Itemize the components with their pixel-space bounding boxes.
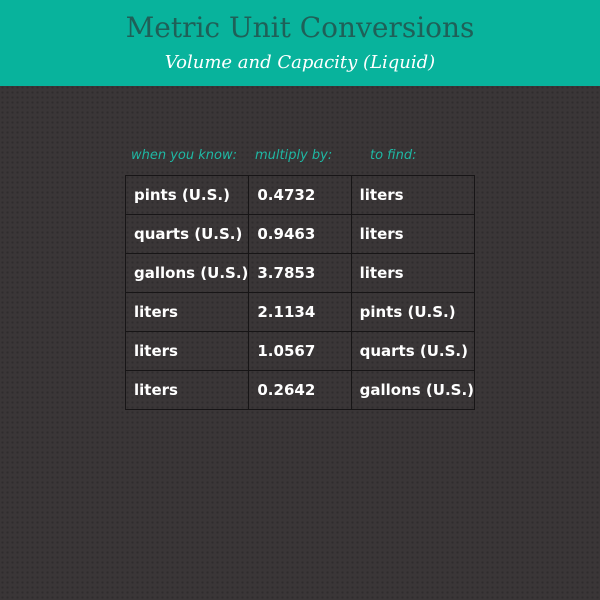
table-row [126,176,475,215]
factor-cell: 0.2642 [249,371,351,410]
to-unit-cell: quarts (U.S.) [351,332,474,371]
table-row [126,215,475,254]
from-unit-cell: gallons (U.S.) [126,254,249,293]
to-unit-cell: liters [351,215,474,254]
page-subtitle: Volume and Capacity (Liquid) [164,52,436,73]
factor-cell: 1.0567 [249,332,351,371]
from-unit-cell: liters [126,371,249,410]
to-unit-cell: liters [351,254,474,293]
factor-cell: 2.1134 [249,293,351,332]
column-header-to-find: to find: [370,148,417,163]
to-unit-cell: pints (U.S.) [351,293,474,332]
table-row [126,293,475,332]
conversion-table [125,175,475,410]
factor-cell: 0.9463 [249,215,351,254]
column-header-multiply-by: multiply by: [255,148,333,163]
from-unit-cell: quarts (U.S.) [126,215,249,254]
table-row [126,254,475,293]
from-unit-cell: liters [126,293,249,332]
to-unit-cell: liters [351,176,474,215]
factor-cell: 0.4732 [249,176,351,215]
column-header-when-you-know: when you know: [131,148,237,163]
from-unit-cell: liters [126,332,249,371]
page-title: Metric Unit Conversions [125,11,475,44]
to-unit-cell: gallons (U.S.) [351,371,474,410]
factor-cell: 3.7853 [249,254,351,293]
table-row [126,371,475,410]
from-unit-cell: pints (U.S.) [126,176,249,215]
table-row [126,332,475,371]
